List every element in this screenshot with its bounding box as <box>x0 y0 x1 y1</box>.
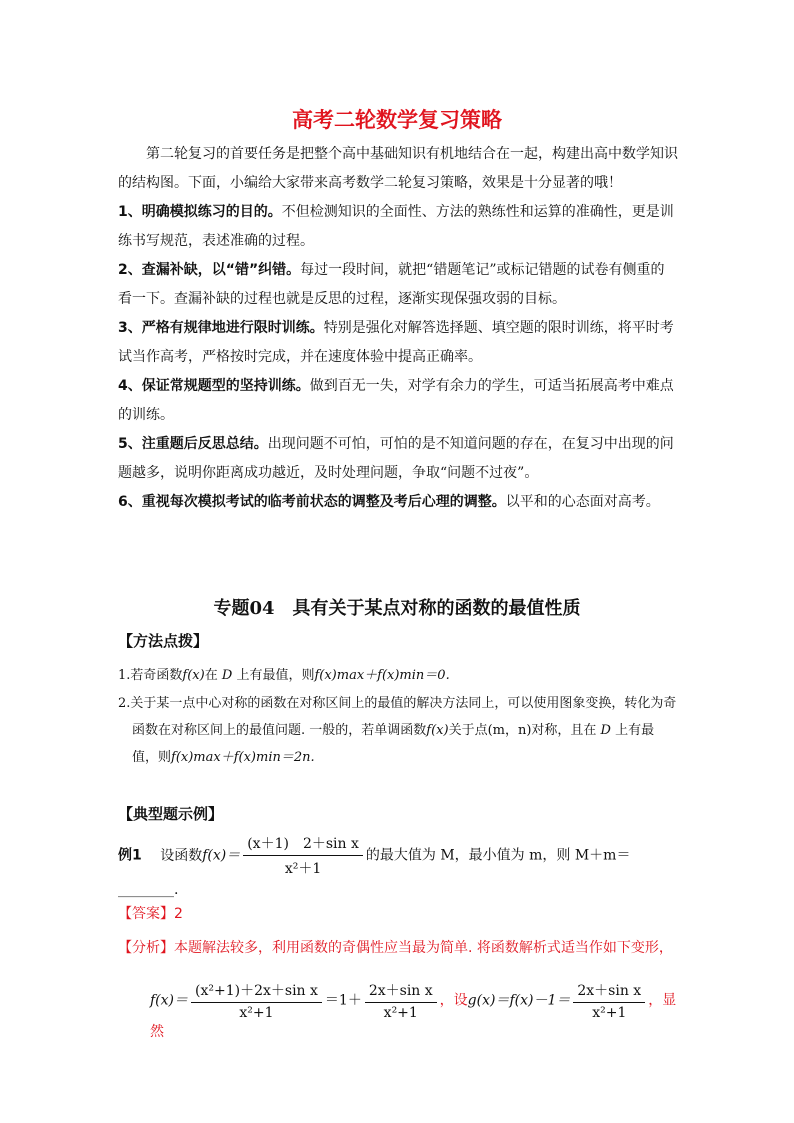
math-fx: f(x) <box>182 668 205 683</box>
strategy-head: 3、严格有规律地进行限时训练。 <box>118 320 324 336</box>
method-text: 关于点(m，n)对称，且在 <box>448 723 597 738</box>
strategy-head: 1、明确模拟练习的目的。 <box>118 204 282 220</box>
formula-tail: ，显然 <box>150 992 677 1040</box>
strategy-item-6 <box>118 488 678 517</box>
strategy-item-2 <box>118 256 678 314</box>
strategy-head: 6、重视每次模拟考试的临考前状态的调整及考后心理的调整。 <box>118 494 506 510</box>
fraction-numerator: (x＋1) 2＋sin x <box>243 833 363 856</box>
page-title: 高考二轮数学复习策略 <box>292 108 502 132</box>
method-item-2 <box>118 690 678 771</box>
example-fx: f(x)＝ <box>202 847 241 864</box>
strategy-body: 做到百无一失，对学有余力的学生，可适当拓展高考中难点的训练。 <box>118 378 674 423</box>
answer-value: 2 <box>174 906 183 922</box>
method-text: 上有最值，则 <box>132 723 655 765</box>
strategy-body: 不但检测知识的全面性、方法的熟练性和运算的准确性，更是训练书写规范，表述准确的过程。 <box>118 204 674 249</box>
formula-lhs: f(x)＝ <box>150 992 189 1009</box>
formula-g: g(x)＝f(x)－1＝ <box>467 992 571 1009</box>
math-D: D <box>600 723 611 738</box>
analysis-text: 本题解法较多，利用函数的奇偶性应当最为简单. 将函数解析式适当作如下变形， <box>174 940 673 956</box>
math-result: f(x)max＋f(x)min＝0. <box>314 668 450 683</box>
formula-fraction-3 <box>573 980 645 1021</box>
fraction-numerator: 2x＋sin x <box>365 980 437 1003</box>
strategy-item-3 <box>118 314 678 372</box>
analysis-label: 【分析】 <box>118 940 174 956</box>
strategy-body: 出现问题不可怕，可怕的是不知道问题的存在，在复习中出现的问题越多，说明你距离成功越近，及时处理问题，争取“问题不过夜”。 <box>118 436 674 481</box>
method-text: 1.若奇函数 <box>118 668 183 683</box>
analysis-line <box>118 937 678 957</box>
strategy-head: 5、注重题后反思总结。 <box>118 436 268 452</box>
method-item-2-text <box>118 690 678 771</box>
fraction-numerator: 2x＋sin x <box>573 980 645 1003</box>
strategy-item-1 <box>118 198 678 256</box>
method-text: 在 <box>204 668 218 683</box>
example-text: 的最大值为 M，最小值为 m，则 M＋m＝ <box>365 847 631 864</box>
strategy-item-4 <box>118 372 678 430</box>
formula-fraction-1 <box>191 980 322 1021</box>
formula-fraction-2 <box>365 980 437 1021</box>
strategy-head: 2、查漏补缺，以“错”纠错。 <box>118 262 301 278</box>
example-header: 【典型题示例】 <box>118 805 224 823</box>
example-1 <box>118 833 678 898</box>
strategy-body: 每过一段时间，就把“错题笔记”或标记错题的试卷有侧重的看一下。查漏补缺的过程也就是反思的过程，逐渐实现保强攻弱的目标。 <box>118 262 665 307</box>
method-header: 【方法点拨】 <box>118 632 209 650</box>
analysis-formula <box>150 980 690 1041</box>
example-fraction <box>243 833 363 878</box>
math-result: f(x)max＋f(x)min＝2n. <box>171 750 315 765</box>
answer-blank: ________. <box>118 882 179 898</box>
strategy-body: 以平和的心态面对高考。 <box>505 494 660 510</box>
strategy-head: 4、保证常规题型的坚持训练。 <box>118 378 310 394</box>
fraction-denominator: x²+1 <box>239 1005 274 1021</box>
method-text: 2.关于某一点中心对称的函数在对称区间上的最值的解决方法同上，可以使用图象变换，转化为奇函数在对称区间上的最值问题. 一般的，若单调函数 <box>118 696 677 738</box>
strategy-body: 特别是强化对解答选择题、填空题的限时训练，将平时考试当作高考，严格按时完成，并在速度体验中提高正确率。 <box>118 320 674 365</box>
math-fx: f(x) <box>426 723 449 738</box>
fraction-denominator: x²+1 <box>592 1005 627 1021</box>
intro-paragraph: 第二轮复习的首要任务是把整个高中基础知识有机地结合在一起，构建出高中数学知识的结构图。下面，小编给大家带来高考数学二轮复习策略，效果是十分显著的哦！ <box>118 146 678 191</box>
formula-eq: ＝1＋ <box>324 992 362 1009</box>
topic-title: 专题04 具有关于某点对称的函数的最值性质 <box>213 598 581 619</box>
fraction-numerator: (x²+1)＋2x＋sin x <box>191 980 322 1003</box>
method-item-1 <box>118 662 678 689</box>
answer-label: 【答案】 <box>118 906 174 922</box>
answer-line <box>118 903 183 923</box>
method-text: 上有最值，则 <box>236 668 315 683</box>
example-label: 例1 <box>118 847 142 864</box>
math-D: D <box>221 668 233 683</box>
fraction-denominator: x²＋1 <box>284 861 322 877</box>
strategy-item-5 <box>118 430 678 488</box>
example-text: 设函数 <box>160 847 203 864</box>
formula-mid: ，设 <box>439 992 468 1009</box>
fraction-denominator: x²+1 <box>383 1005 418 1021</box>
